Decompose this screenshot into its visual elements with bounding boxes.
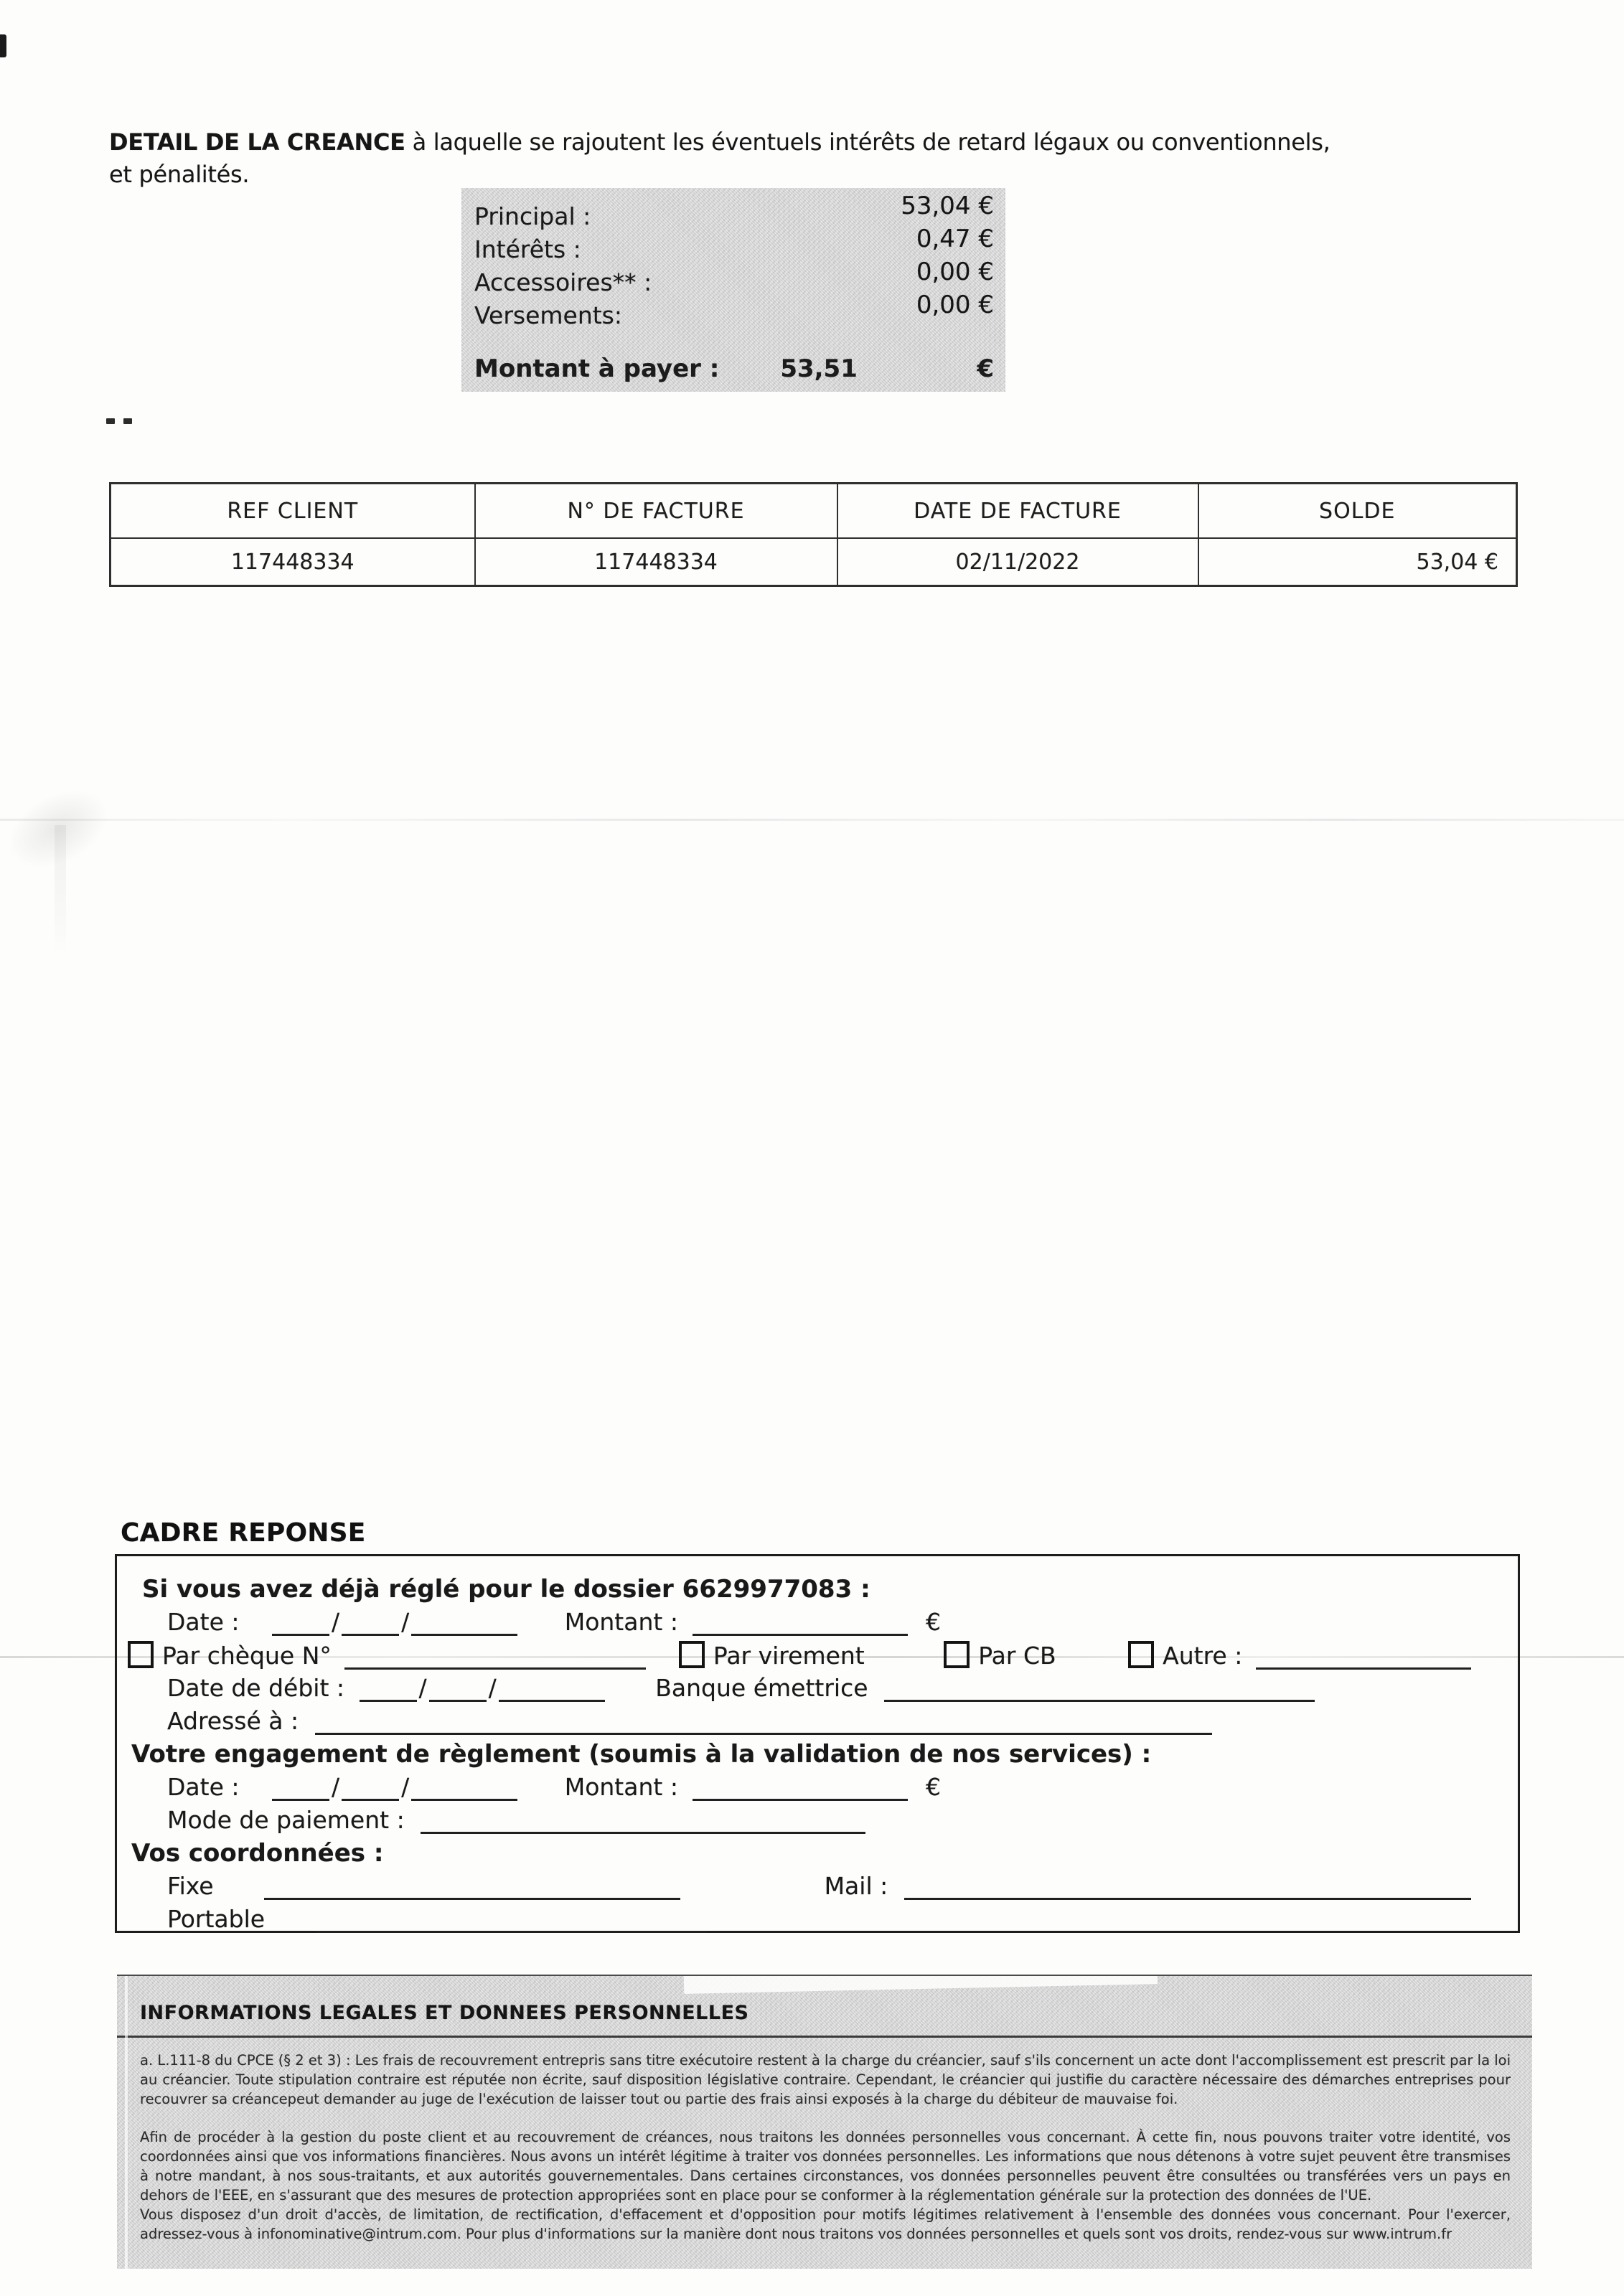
date-slash: / xyxy=(401,1608,410,1636)
adresse-blank xyxy=(315,1724,1212,1735)
mode-paiement-blank xyxy=(421,1823,865,1834)
date-month-blank xyxy=(342,1625,399,1636)
cheque-number-blank xyxy=(344,1659,646,1670)
par-virement-label: Par virement xyxy=(713,1642,865,1670)
amount-label: Principal : xyxy=(474,202,591,230)
portable-label: Portable xyxy=(167,1905,266,1933)
date-slash: / xyxy=(331,1608,340,1636)
date-year-blank xyxy=(411,1625,517,1636)
montant-blank xyxy=(693,1625,908,1636)
col-solde: SOLDE xyxy=(1198,484,1517,539)
creance-header-line2: et pénalités. xyxy=(109,161,250,188)
date-slash: / xyxy=(331,1773,340,1801)
amount-row-versements xyxy=(474,291,994,334)
engagement-heading: Votre engagement de règlement (soumis à la validation de nos services) : xyxy=(131,1740,1152,1769)
debit-year-blank xyxy=(499,1691,605,1702)
amounts-summary-box xyxy=(461,188,1005,392)
col-ref-client: REF CLIENT xyxy=(111,484,475,539)
par-cb-label: Par CB xyxy=(978,1642,1056,1670)
debit-day-blank xyxy=(360,1691,417,1702)
date-debit-label: Date de débit : xyxy=(167,1674,345,1702)
fixe-blank xyxy=(264,1889,680,1900)
checkbox-par-cheque xyxy=(128,1641,154,1668)
amount-label: Intérêts : xyxy=(474,235,581,263)
invoice-table-data-row xyxy=(111,538,1517,586)
fixe-label: Fixe xyxy=(167,1872,214,1900)
amount-total-row xyxy=(474,354,994,383)
reply-frame-title: CADRE REPONSE xyxy=(121,1518,366,1548)
checkbox-autre xyxy=(1128,1641,1154,1668)
checkbox-par-cb xyxy=(944,1641,970,1668)
paid-date-montant-row xyxy=(117,1608,1518,1641)
amount-label: Versements: xyxy=(474,301,622,329)
euro-sign: € xyxy=(925,1773,941,1801)
mode-paiement-label: Mode de paiement : xyxy=(167,1806,405,1834)
coordonnees-heading: Vos coordonnées : xyxy=(131,1839,384,1868)
amount-value: 0,00 € xyxy=(916,258,994,286)
cell-solde: 53,04 € xyxy=(1198,538,1517,586)
engagement-date-montant-row xyxy=(117,1773,1518,1806)
total-label: Montant à payer : xyxy=(474,354,720,383)
legal-divider xyxy=(117,2036,1532,2038)
autre-label: Autre : xyxy=(1163,1642,1243,1670)
date-slash: / xyxy=(418,1674,427,1702)
scan-artifact-white-wedge xyxy=(684,1975,1158,1994)
payment-method-row xyxy=(117,1641,1518,1674)
amount-label: Accessoires** : xyxy=(474,268,652,296)
mail-label: Mail : xyxy=(824,1872,888,1900)
checkbox-par-virement xyxy=(679,1641,705,1668)
montant-blank xyxy=(693,1790,908,1801)
legal-title: INFORMATIONS LEGALES ET DONNEES PERSONNELLES xyxy=(140,2002,749,2024)
col-date-facture: DATE DE FACTURE xyxy=(837,484,1198,539)
cell-numero-facture: 117448334 xyxy=(475,538,837,586)
portable-blank xyxy=(316,1922,707,1933)
euro-sign: € xyxy=(925,1608,941,1636)
scan-artifact-edge-mark xyxy=(0,34,6,57)
banque-emettrice-label: Banque émettrice xyxy=(655,1674,868,1702)
invoice-table xyxy=(109,482,1518,587)
debit-date-row xyxy=(117,1674,1518,1707)
mail-blank xyxy=(904,1889,1471,1900)
creance-header-rest: à laquelle se rajoutent les éventuels intérêts de retard légaux ou conventionnels, xyxy=(405,128,1330,156)
montant-label: Montant : xyxy=(564,1773,678,1801)
total-value: 53,51 xyxy=(780,354,858,383)
debit-month-blank xyxy=(429,1691,487,1702)
creance-header-title: DETAIL DE LA CREANCE xyxy=(109,128,405,156)
adresse-row xyxy=(117,1707,1518,1740)
creance-header xyxy=(109,126,1537,191)
date-day-blank xyxy=(272,1790,329,1801)
amount-value: 0,47 € xyxy=(916,225,994,253)
date-slash: / xyxy=(401,1773,410,1801)
date-month-blank xyxy=(342,1790,399,1801)
legal-information-box xyxy=(117,1975,1532,2269)
par-cheque-label: Par chèque N° xyxy=(162,1642,332,1670)
col-numero-facture: N° DE FACTURE xyxy=(475,484,837,539)
euro-sign: € xyxy=(977,354,994,383)
legal-paragraph-cpce: a. L.111-8 du CPCE (§ 2 et 3) : Les frais de recouvrement entrepris sans titre exécutoire restent à la charge du créancier, sauf s'ils concernent un acte dont l'accomplissement est prescrit par la loi au créancier. Toute stipulation contraire est réputée non écrite, sauf disposition législative contraire. Cependant, le créancier qui justifie du caractère nécessaire des démarches entreprises pour recouvrer sa créancepeut demander au juge de l'exécution de laisser tout ou partie des frais ainsi exposés à la charge du débiteur de mauvaise foi. xyxy=(140,2052,1511,2107)
amount-value: 53,04 € xyxy=(901,192,994,220)
invoice-table-header-row xyxy=(111,484,1517,539)
scan-artifact-white-stripe xyxy=(125,1976,128,2269)
banque-blank xyxy=(884,1691,1315,1702)
cell-ref-client: 117448334 xyxy=(111,538,475,586)
mode-paiement-row xyxy=(117,1806,1518,1839)
scan-artifact-fold-line-upper xyxy=(0,819,1624,821)
cell-date-facture: 02/11/2022 xyxy=(837,538,1198,586)
adresse-label: Adressé à : xyxy=(167,1707,299,1735)
scan-artifact-dot-marks xyxy=(106,418,135,425)
reply-frame-box xyxy=(115,1554,1520,1933)
date-label: Date : xyxy=(167,1773,240,1801)
fixe-mail-row xyxy=(117,1872,1518,1905)
date-year-blank xyxy=(411,1790,517,1801)
amount-value: 0,00 € xyxy=(916,291,994,319)
autre-blank xyxy=(1256,1659,1471,1670)
already-paid-heading: Si vous avez déjà réglé pour le dossier 6629977083 : xyxy=(142,1575,870,1604)
date-day-blank xyxy=(272,1625,329,1636)
legal-paragraph-donnees: Afin de procéder à la gestion du poste client et au recouvrement de créances, nous traitons les données personnelles vous concernant. À cette fin, nous pouvons traiter votre identité, vos coordonnées ainsi que vos informations financières. Nous avons un intérêt légitime à traiter vos données personnelles. Les informations que nous détenons à votre sujet peuvent être transmises à notre mandant, à nos sous-traitants, et aux autorités gouvernementales. Dans certaines circonstances, vos données personnelles peuvent être consultées ou transférées vers un pays en dehors de l'EEE, en s'assurant que des mesures de protection appropriées sont en place pour se conformer à la réglementation générale sur la protection des données de l'UE. xyxy=(140,2129,1511,2203)
montant-label: Montant : xyxy=(564,1608,678,1636)
date-slash: / xyxy=(488,1674,497,1702)
legal-paragraph-droits: Vous disposez d'un droit d'accès, de limitation, de rectification, d'effacement et d'opposition pour motifs légitimes relativement à l'ensemble des données vous concernant. Pour l'exercer, adressez-vous à infonominative@intrum.com. Pour plus d'informations sur la manière dont nous traitons vos données personnelles et quels sont vos droits, rendez-vous sur www.intrum.fr xyxy=(140,2206,1511,2242)
portable-row xyxy=(117,1905,1518,1938)
date-label: Date : xyxy=(167,1608,240,1636)
scan-artifact-streak xyxy=(55,825,66,954)
